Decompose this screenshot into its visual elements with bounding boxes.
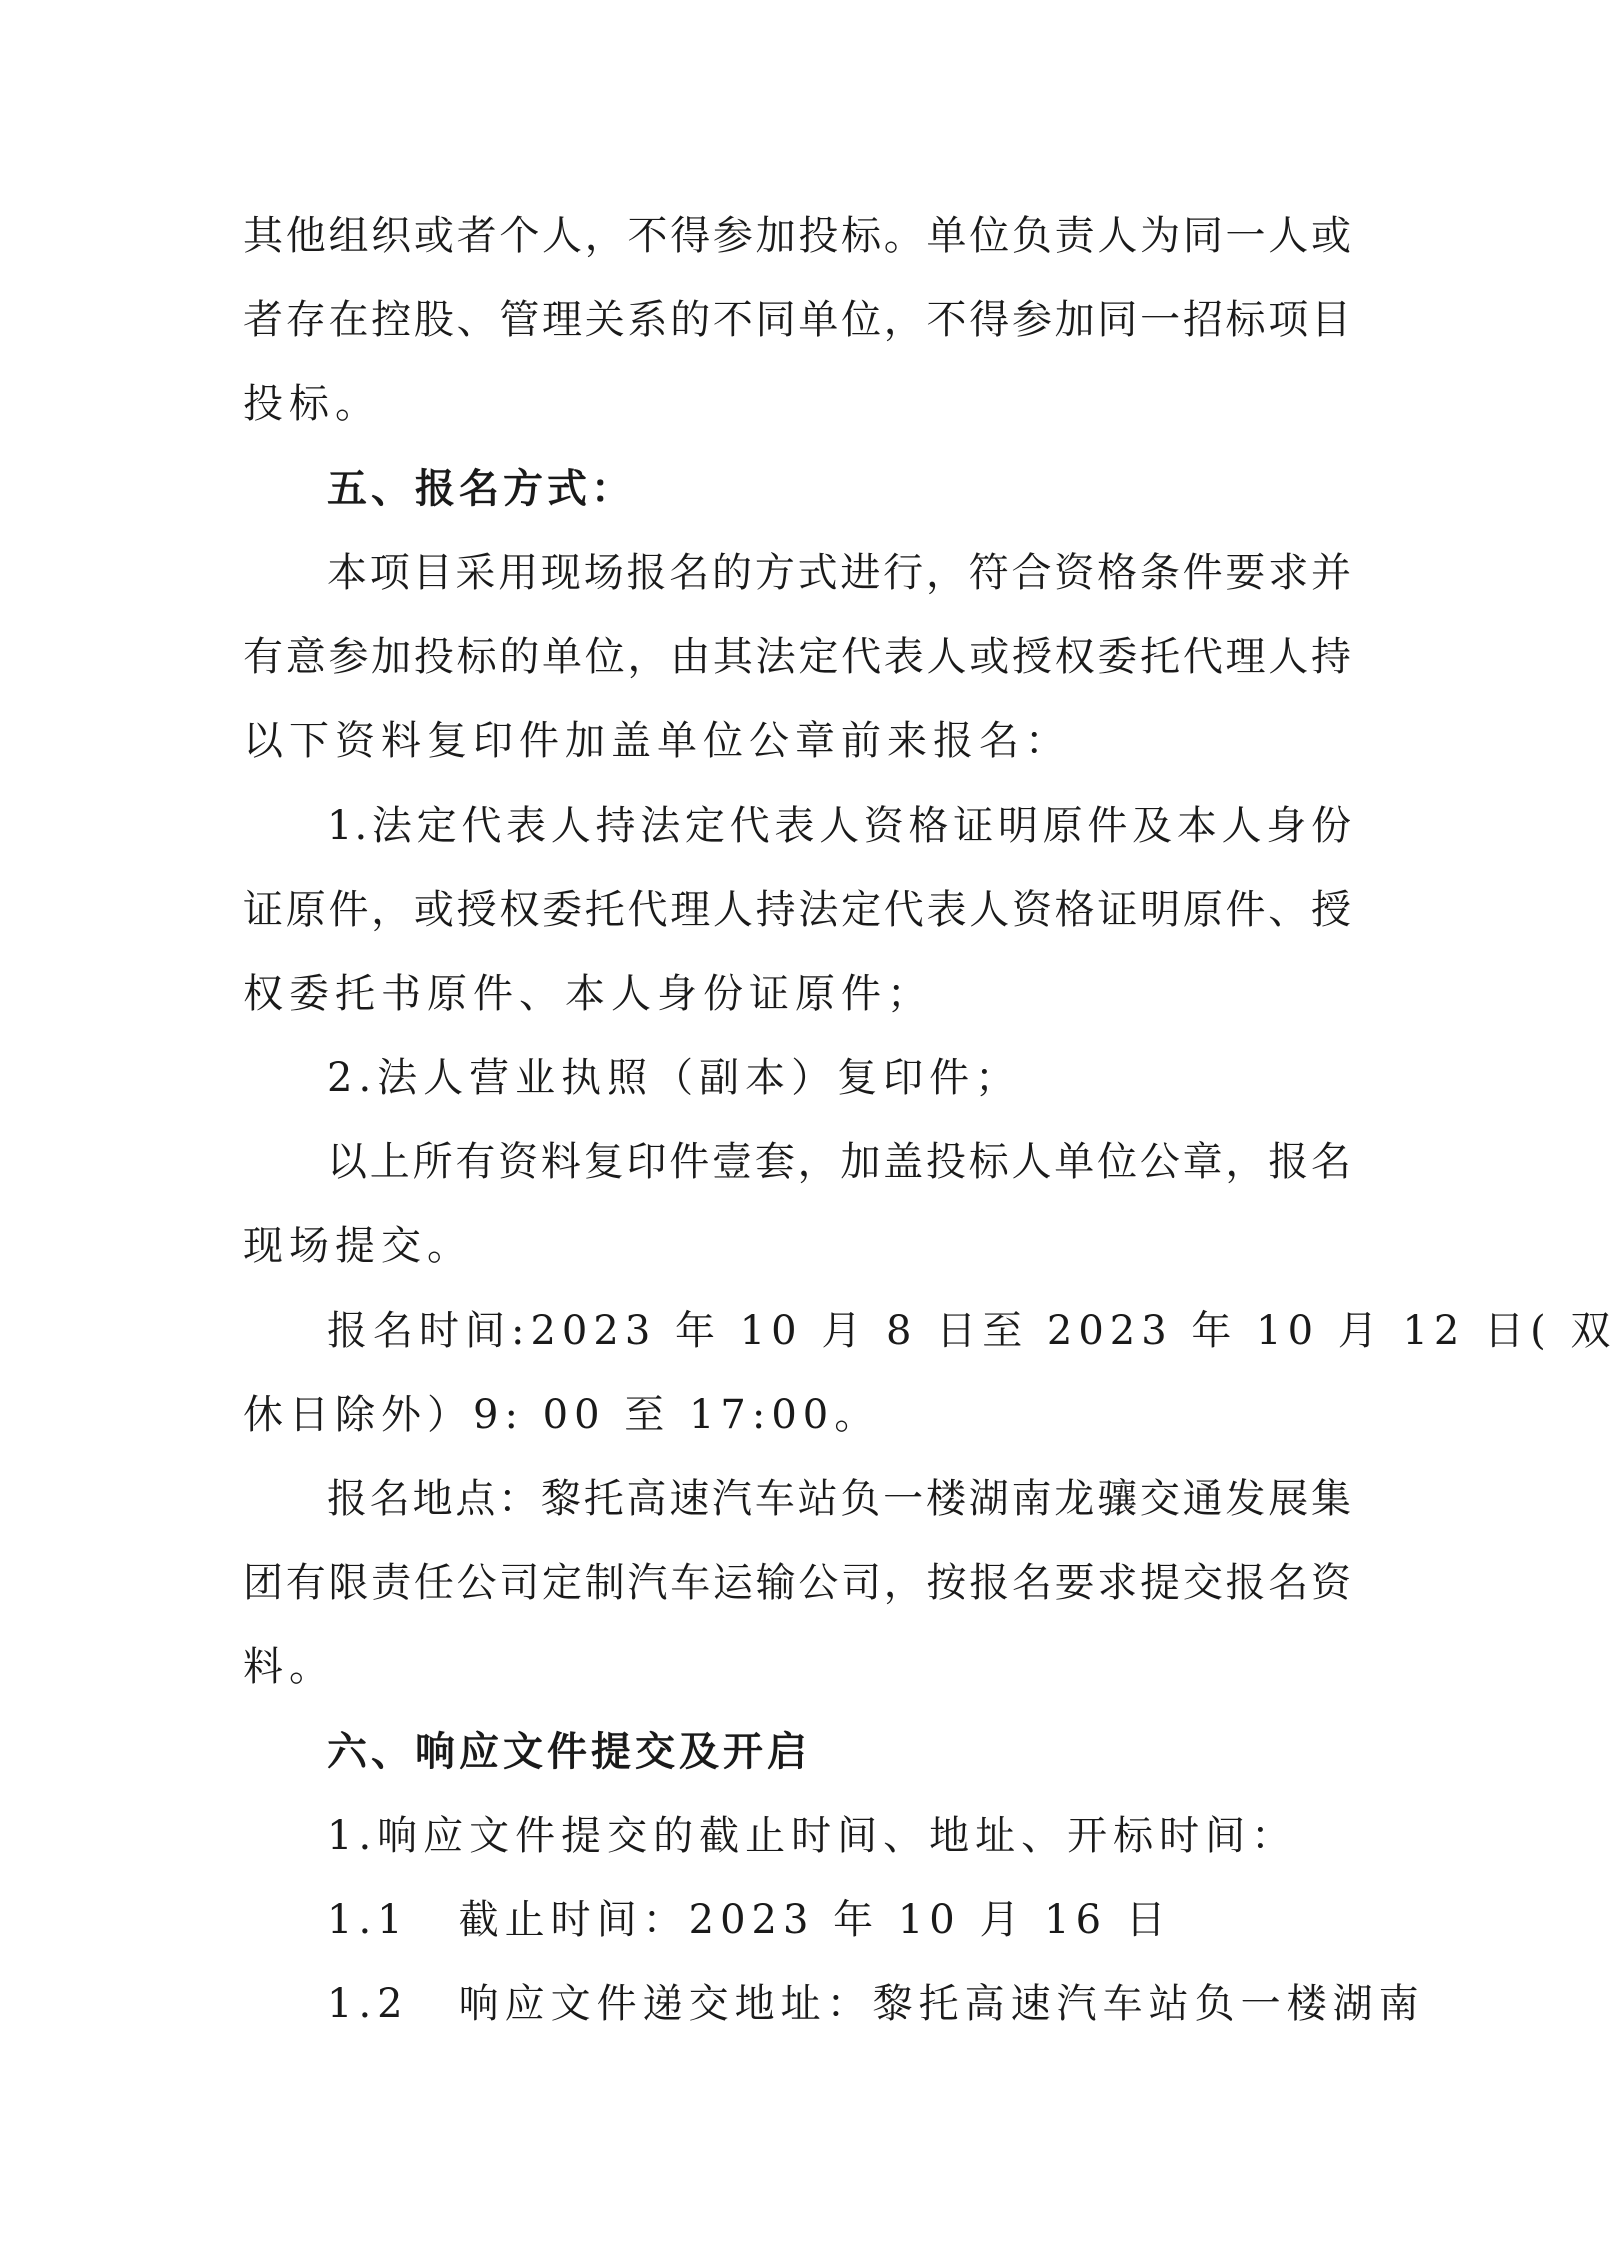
section-heading-submission: 六、响应文件提交及开启 — [327, 1729, 811, 1775]
registration-location-line: 报名地点：黎托高速汽车站负一楼湖南龙骧交通发展集 — [327, 1476, 1353, 1522]
list-item-line: 证原件，或授权委托代理人持法定代表人资格证明原件、授 — [243, 887, 1353, 933]
registration-location-line: 料。 — [243, 1644, 335, 1690]
deadline-text: 截止时间：2023 年 10 月 16 日 — [458, 1897, 1172, 1943]
deadline-line — [327, 1892, 1353, 1948]
paragraph-line: 以下资料复印件加盖单位公章前来报名： — [243, 718, 1071, 764]
paragraph-line: 本项目采用现场报名的方式进行，符合资格条件要求并 — [327, 550, 1353, 596]
paragraph-line: 1.响应文件提交的截止时间、地址、开标时间： — [327, 1813, 1298, 1859]
registration-location-line: 团有限责任公司定制汽车运输公司，按报名要求提交报名资 — [243, 1560, 1353, 1606]
registration-time-line: 休日除外）9: 00 至 17:00。 — [243, 1392, 881, 1438]
list-item-line: 2.法人营业执照（副本）复印件； — [327, 1055, 1022, 1101]
address-line — [327, 1976, 1425, 2032]
list-item-line: 权委托书原件、本人身份证原件； — [243, 971, 933, 1017]
clause-number: 1.1 — [327, 1897, 409, 1943]
paragraph-line: 其他组织或者个人，不得参加投标。单位负责人为同一人或 — [243, 213, 1353, 259]
paragraph-line: 投标。 — [243, 381, 381, 427]
paragraph-line: 者存在控股、管理关系的不同单位，不得参加同一招标项目 — [243, 297, 1353, 343]
paragraph-line: 有意参加投标的单位，由其法定代表人或授权委托代理人持 — [243, 634, 1353, 680]
paragraph-line: 以上所有资料复印件壹套，加盖投标人单位公章，报名 — [327, 1139, 1353, 1185]
clause-number: 1.2 — [327, 1981, 409, 2027]
list-item-line: 1.法定代表人持法定代表人资格证明原件及本人身份 — [327, 803, 1353, 849]
address-text: 响应文件递交地址：黎托高速汽车站负一楼湖南 — [458, 1981, 1425, 2027]
section-heading-registration: 五、报名方式： — [327, 466, 635, 512]
paragraph-line: 现场提交。 — [243, 1223, 473, 1269]
registration-time-line: 报名时间:2023 年 10 月 8 日至 2023 年 10 月 12 日( 双 — [327, 1308, 1616, 1354]
